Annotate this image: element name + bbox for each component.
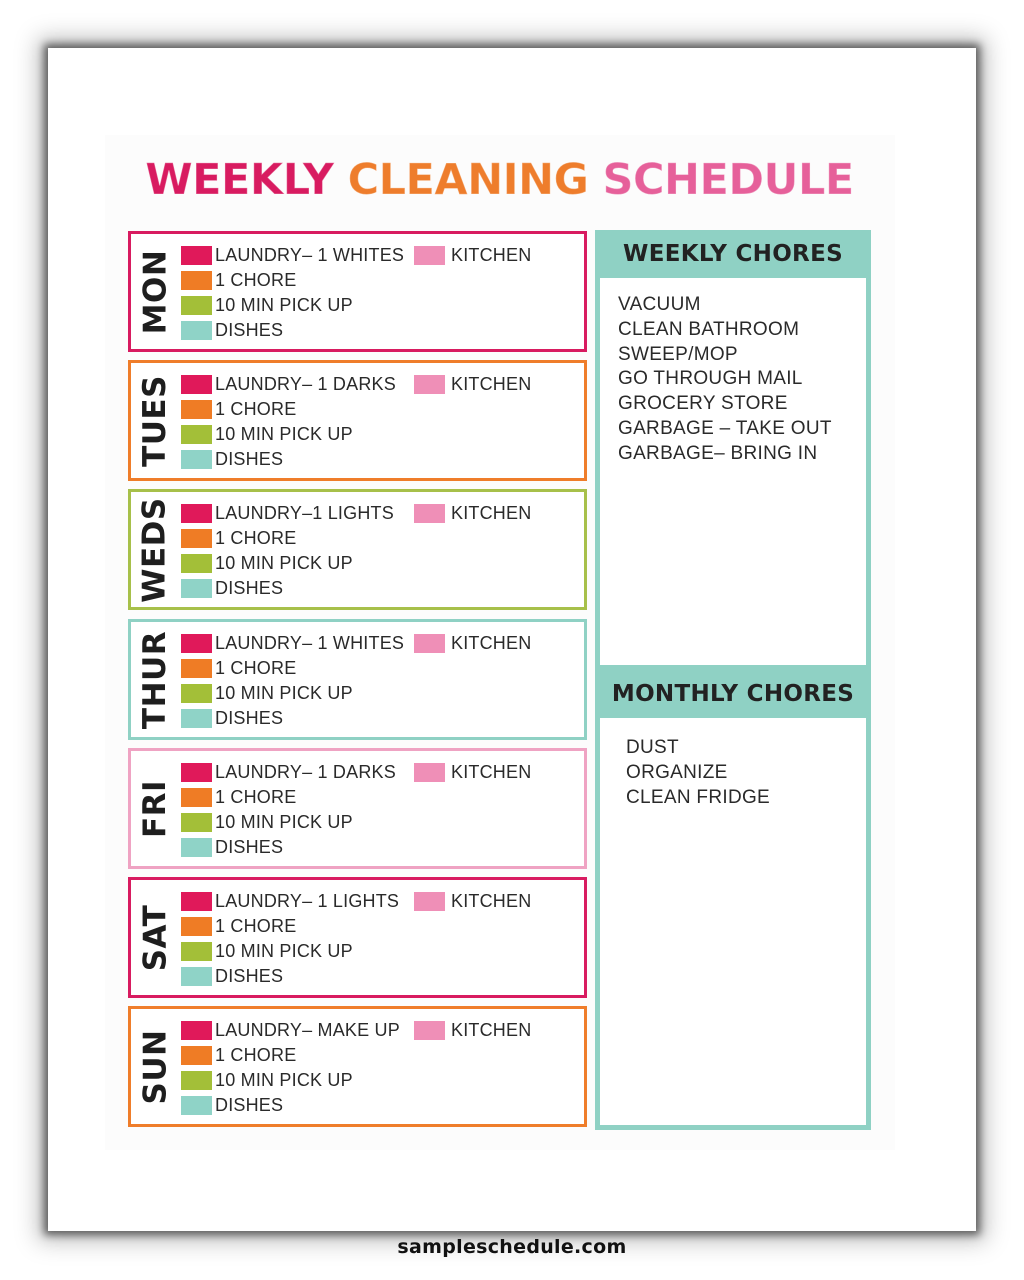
- day-label-text: WEDS: [137, 496, 173, 603]
- task-pickup: [181, 940, 353, 962]
- color-swatch: [181, 838, 212, 857]
- day-block-thur: [128, 619, 587, 740]
- color-swatch: [181, 659, 212, 678]
- color-swatch: [181, 321, 212, 340]
- task-laundry: [181, 502, 394, 524]
- task-laundry: [181, 632, 404, 654]
- color-swatch: [181, 529, 212, 548]
- day-block-fri: [128, 748, 587, 869]
- task-pickup: [181, 1069, 353, 1091]
- color-swatch: [181, 634, 212, 653]
- task-label: LAUNDRY– 1 DARKS: [215, 761, 396, 782]
- monthly-chores-panel: [595, 670, 871, 1130]
- task-label: KITCHEN: [451, 502, 532, 523]
- chore-item: GO THROUGH MAIL: [618, 368, 803, 390]
- task-label: LAUNDRY– 1 WHITES: [215, 632, 405, 653]
- task-chore: [181, 398, 296, 420]
- color-swatch: [181, 967, 212, 986]
- color-swatch: [181, 1046, 212, 1065]
- color-swatch: [414, 504, 445, 523]
- weekly-chores-heading: WEEKLY CHORES: [623, 241, 843, 267]
- color-swatch: [181, 450, 212, 469]
- task-kitchen: [414, 502, 531, 524]
- task-pickup: [181, 811, 353, 833]
- task-chore: [181, 527, 296, 549]
- task-label: DISHES: [215, 448, 284, 469]
- color-swatch: [181, 271, 212, 290]
- color-swatch: [181, 788, 212, 807]
- task-chore: [181, 269, 296, 291]
- task-label: LAUNDRY– 1 WHITES: [215, 244, 405, 265]
- color-swatch: [181, 942, 212, 961]
- day-block-sun: [128, 1006, 587, 1127]
- task-kitchen: [414, 761, 531, 783]
- day-label-text: MON: [137, 249, 173, 334]
- color-swatch: [181, 1021, 212, 1040]
- task-laundry: [181, 373, 396, 395]
- day-label: [135, 363, 175, 478]
- monthly-chores-heading: MONTHLY CHORES: [611, 681, 855, 707]
- weekly-chores-panel: [595, 230, 871, 670]
- day-label-text: SAT: [137, 904, 173, 971]
- chore-item: GROCERY STORE: [618, 393, 788, 415]
- color-swatch: [414, 892, 445, 911]
- task-label: 10 MIN PICK UP: [215, 294, 353, 315]
- chore-item: CLEAN BATHROOM: [618, 318, 800, 340]
- chore-item: GARBAGE– BRING IN: [618, 442, 818, 464]
- title-word-cleaning: CLEANING: [347, 155, 589, 205]
- weekly-chores-list: [618, 293, 832, 467]
- task-label: DISHES: [215, 319, 284, 340]
- task-label: KITCHEN: [451, 373, 532, 394]
- task-label: 10 MIN PICK UP: [215, 940, 353, 961]
- task-chore: [181, 1044, 296, 1066]
- task-dishes: [181, 1094, 283, 1116]
- task-label: KITCHEN: [451, 244, 532, 265]
- color-swatch: [414, 634, 445, 653]
- chore-item: DUST: [626, 737, 679, 758]
- chore-item: GARBAGE – TAKE OUT: [618, 417, 832, 439]
- task-label: 10 MIN PICK UP: [215, 552, 353, 573]
- task-kitchen: [414, 890, 531, 912]
- color-swatch: [181, 917, 212, 936]
- task-label: 1 CHORE: [215, 398, 297, 419]
- footer-site: sampleschedule.com: [397, 1236, 627, 1258]
- task-label: 1 CHORE: [215, 657, 297, 678]
- task-label: 1 CHORE: [215, 1044, 297, 1065]
- monthly-chores-body: [600, 718, 866, 1125]
- task-kitchen: [414, 1019, 531, 1041]
- task-dishes: [181, 319, 283, 341]
- task-pickup: [181, 423, 353, 445]
- color-swatch: [181, 709, 212, 728]
- task-label: DISHES: [215, 1094, 284, 1115]
- day-label: [135, 492, 175, 607]
- task-chore: [181, 915, 296, 937]
- day-label: [135, 751, 175, 866]
- task-dishes: [181, 577, 283, 599]
- color-swatch: [181, 763, 212, 782]
- task-kitchen: [414, 244, 531, 266]
- color-swatch: [181, 684, 212, 703]
- color-swatch: [181, 1096, 212, 1115]
- task-label: 1 CHORE: [215, 527, 297, 548]
- task-chore: [181, 786, 296, 808]
- day-block-weds: [128, 489, 587, 610]
- task-label: KITCHEN: [451, 632, 532, 653]
- day-label: [135, 622, 175, 737]
- task-label: DISHES: [215, 707, 284, 728]
- day-block-sat: [128, 877, 587, 998]
- chore-item: SWEEP/MOP: [618, 343, 738, 365]
- task-label: 1 CHORE: [215, 786, 297, 807]
- task-pickup: [181, 552, 353, 574]
- monthly-chores-list: [626, 736, 770, 810]
- task-label: 10 MIN PICK UP: [215, 682, 353, 703]
- color-swatch: [414, 763, 445, 782]
- task-label: LAUNDRY– 1 LIGHTS: [215, 890, 400, 911]
- task-chore: [181, 657, 296, 679]
- color-swatch: [181, 375, 212, 394]
- task-label: LAUNDRY– MAKE UP: [215, 1019, 400, 1040]
- chore-item: CLEAN FRIDGE: [626, 786, 771, 808]
- day-label-text: TUES: [137, 374, 174, 467]
- day-label: [135, 1009, 175, 1124]
- color-swatch: [414, 375, 445, 394]
- color-swatch: [181, 579, 212, 598]
- color-swatch: [181, 892, 212, 911]
- color-swatch: [181, 554, 212, 573]
- task-laundry: [181, 890, 399, 912]
- day-label-text: THUR: [137, 630, 174, 729]
- color-swatch: [181, 1071, 212, 1090]
- task-dishes: [181, 836, 283, 858]
- title-word-weekly: WEEKLY: [145, 155, 334, 205]
- day-label: [135, 880, 175, 995]
- color-swatch: [181, 813, 212, 832]
- task-kitchen: [414, 632, 531, 654]
- title-word-schedule: SCHEDULE: [602, 155, 854, 205]
- task-label: LAUNDRY–1 LIGHTS: [215, 502, 394, 523]
- task-pickup: [181, 682, 353, 704]
- chore-item: VACUUM: [618, 294, 701, 315]
- color-swatch: [181, 425, 212, 444]
- day-label-text: SUN: [137, 1029, 174, 1104]
- page-title: [127, 150, 872, 210]
- task-dishes: [181, 965, 283, 987]
- color-swatch: [181, 296, 212, 315]
- weekly-chores-body: [600, 278, 866, 665]
- task-label: 10 MIN PICK UP: [215, 811, 353, 832]
- task-laundry: [181, 761, 396, 783]
- color-swatch: [414, 1021, 445, 1040]
- day-label: [135, 234, 175, 349]
- task-label: KITCHEN: [451, 1019, 532, 1040]
- task-label: 10 MIN PICK UP: [215, 1069, 353, 1090]
- task-label: LAUNDRY– 1 DARKS: [215, 373, 396, 394]
- day-label-text: FRI: [137, 779, 173, 838]
- task-kitchen: [414, 373, 531, 395]
- color-swatch: [414, 246, 445, 265]
- task-label: KITCHEN: [451, 890, 532, 911]
- task-laundry: [181, 244, 404, 266]
- task-dishes: [181, 448, 283, 470]
- task-pickup: [181, 294, 353, 316]
- task-dishes: [181, 707, 283, 729]
- task-label: DISHES: [215, 965, 284, 986]
- task-label: DISHES: [215, 836, 284, 857]
- task-label: KITCHEN: [451, 761, 532, 782]
- chore-item: ORGANIZE: [626, 761, 728, 783]
- task-label: 1 CHORE: [215, 915, 297, 936]
- task-label: 10 MIN PICK UP: [215, 423, 353, 444]
- day-block-tues: [128, 360, 587, 481]
- color-swatch: [181, 504, 212, 523]
- task-label: DISHES: [215, 577, 284, 598]
- color-swatch: [181, 246, 212, 265]
- task-label: 1 CHORE: [215, 269, 297, 290]
- color-swatch: [181, 400, 212, 419]
- day-block-mon: [128, 231, 587, 352]
- task-laundry: [181, 1019, 400, 1041]
